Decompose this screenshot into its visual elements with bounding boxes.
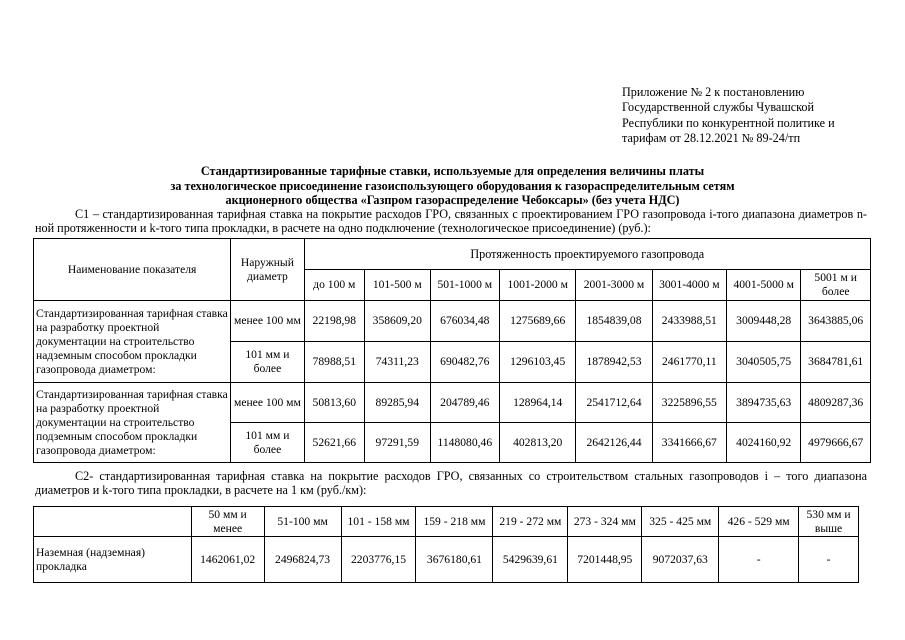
c1-description: С1 – стандартизированная тарифная ставка на покрытие расходов ГРО, связанных с проектированием ГРО газопровода i-того диапазона диаметров n-ной протяженности и k-того типа прокладки, в расчете на одно подключение (технологическое присоединение) (руб.): (35, 207, 867, 235)
value-cell: 2496824,73 (264, 537, 341, 583)
row-label: Наземная (надземная) прокладка (34, 537, 192, 583)
value-cell: 3684781,61 (801, 342, 871, 383)
value-cell: 2203776,15 (341, 537, 416, 583)
table-header-row (34, 239, 871, 270)
header-length: Протяженность проектируемого газопровода (304, 239, 870, 270)
diameter-cell: 101 мм и более (231, 342, 304, 383)
c2-description: С2- стандартизированная тарифная ставка на покрытие расходов ГРО, связанных со строительством стальных газопроводов i – того диапазона диаметров и k-того типа прокладки, в расчете на 1 км (руб./км): (35, 469, 867, 497)
title-line: акционерного общества «Газпром газораспределение Чебоксары» (без учета НДС) (225, 193, 680, 207)
value-cell: 3894735,63 (727, 383, 801, 423)
table-header-row (34, 507, 859, 537)
header-diameter-col: 325 - 425 мм (642, 507, 719, 537)
value-cell: 3643885,06 (801, 301, 871, 342)
header-length-col: 4001-5000 м (727, 270, 801, 301)
value-cell: 5429639,61 (493, 537, 568, 583)
diameter-cell: менее 100 мм (231, 301, 304, 342)
value-cell: 3225896,55 (652, 383, 726, 423)
header-diameter-col: 426 - 529 мм (719, 507, 799, 537)
diameter-cell: менее 100 мм (231, 383, 304, 423)
value-cell: 3676180,61 (416, 537, 493, 583)
value-cell: 690482,76 (430, 342, 500, 383)
indicator-name: Стандартизированная тарифная ставка на разработку проектной документации на строительство надземным способом прокладки газопровода диаметром: (34, 301, 231, 383)
header-length-col: 2001-3000 м (576, 270, 652, 301)
header-length-col: 3001-4000 м (652, 270, 726, 301)
appendix-note (622, 85, 835, 147)
table-row (34, 301, 871, 342)
value-cell: 2433988,51 (652, 301, 726, 342)
value-cell: 22198,98 (304, 301, 364, 342)
diameter-cell: 101 мм и более (231, 423, 304, 463)
value-cell: 2461770,11 (652, 342, 726, 383)
value-cell: 1462061,02 (191, 537, 264, 583)
value-cell: 4024160,92 (727, 423, 801, 463)
header-diameter-col: 273 - 324 мм (568, 507, 642, 537)
value-cell: 4979666,67 (801, 423, 871, 463)
value-cell: 89285,94 (365, 383, 431, 423)
header-diameter-col: 101 - 158 мм (341, 507, 416, 537)
value-cell: 3341666,67 (652, 423, 726, 463)
value-cell: 1854839,08 (576, 301, 652, 342)
header-diameter-col: 159 - 218 мм (416, 507, 493, 537)
header-length-col: 1001-2000 м (500, 270, 576, 301)
header-length-col: 5001 м и более (801, 270, 871, 301)
value-cell: 676034,48 (430, 301, 500, 342)
value-cell: - (799, 537, 859, 583)
title-line: Стандартизированные тарифные ставки, используемые для определения величины платы (200, 164, 705, 178)
header-length-col: 501-1000 м (430, 270, 500, 301)
document-title (30, 164, 875, 208)
value-cell: 1275689,66 (500, 301, 576, 342)
header-diameter-col: 51-100 мм (264, 507, 341, 537)
value-cell: 3009448,28 (727, 301, 801, 342)
value-cell: 128964,14 (500, 383, 576, 423)
value-cell: 78988,51 (304, 342, 364, 383)
value-cell: 2541712,64 (576, 383, 652, 423)
value-cell: 50813,60 (304, 383, 364, 423)
value-cell: 1878942,53 (576, 342, 652, 383)
value-cell: - (719, 537, 799, 583)
header-diameter: Наружный диаметр (231, 239, 304, 301)
appendix-line: тарифам от 28.12.2021 № 89-24/тп (622, 131, 801, 146)
value-cell: 1296103,45 (500, 342, 576, 383)
header-indicator: Наименование показателя (34, 239, 231, 301)
value-cell: 402813,20 (500, 423, 576, 463)
value-cell: 52621,66 (304, 423, 364, 463)
title-line: за технологическое присоединение газоиспользующего оборудования к газораспределительным сетям (170, 178, 735, 193)
appendix-line: Государственной службы Чувашской (622, 100, 815, 115)
header-diameter-col: 530 мм и выше (799, 507, 859, 537)
header-length-col: 101-500 м (365, 270, 431, 301)
value-cell: 358609,20 (365, 301, 431, 342)
appendix-line: Приложение № 2 к постановлению (622, 85, 805, 99)
header-length-col: до 100 м (304, 270, 364, 301)
table-row (34, 537, 859, 583)
empty-header-cell (34, 507, 192, 537)
value-cell: 74311,23 (365, 342, 431, 383)
header-diameter-col: 219 - 272 мм (493, 507, 568, 537)
value-cell: 9072037,63 (642, 537, 719, 583)
appendix-line: Республики по конкурентной политике и (622, 115, 835, 130)
value-cell: 97291,59 (365, 423, 431, 463)
c2-table (33, 506, 859, 583)
value-cell: 1148080,46 (430, 423, 500, 463)
value-cell: 7201448,95 (568, 537, 642, 583)
value-cell: 204789,46 (430, 383, 500, 423)
value-cell: 2642126,44 (576, 423, 652, 463)
value-cell: 3040505,75 (727, 342, 801, 383)
table-row (34, 383, 871, 423)
indicator-name: Стандартизированная тарифная ставка на разработку проектной документации на строительство подземным способом прокладки газопровода диаметром: (34, 383, 231, 463)
value-cell: 4809287,36 (801, 383, 871, 423)
header-diameter-col: 50 мм и менее (191, 507, 264, 537)
c1-table (33, 238, 871, 463)
